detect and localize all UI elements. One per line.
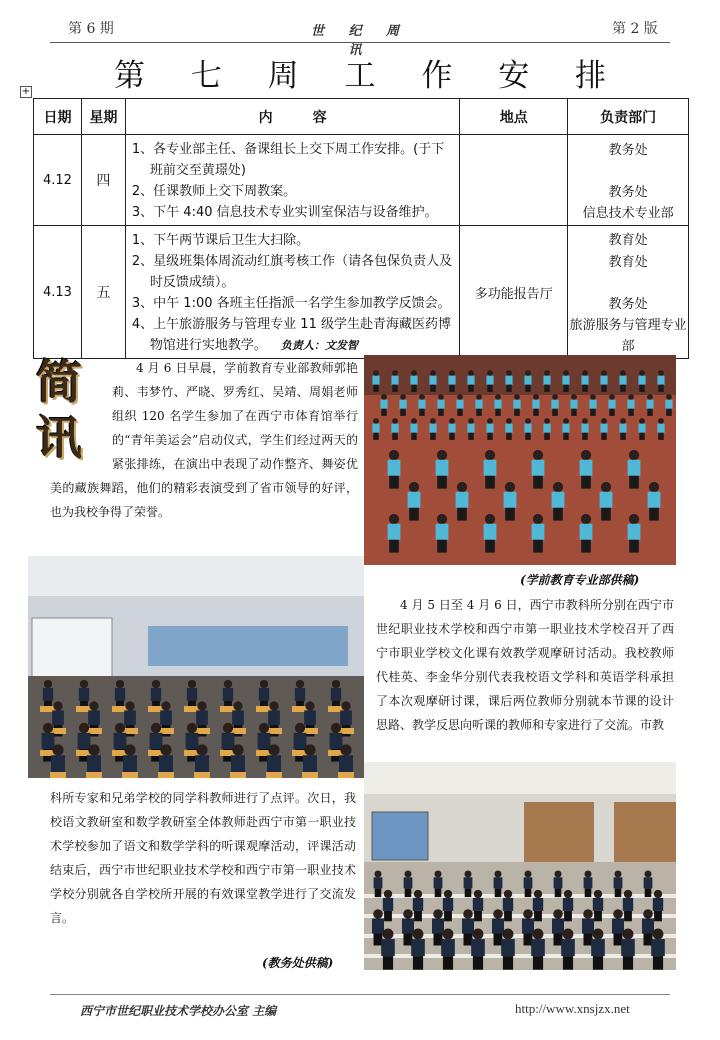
edition-number: 第 2 版 <box>612 21 658 37</box>
header-weekday: 星期 <box>81 99 125 135</box>
dance-photo-image <box>364 355 676 565</box>
header-location: 地点 <box>460 99 568 135</box>
footer-publisher: 西宁市世纪职业技术学校办公室 主编 <box>80 1004 277 1018</box>
news-body: 4 月 5 日至 4 月 6 日，西宁市教科所分别在西宁市世纪职业技术学校和西宁市第一职业技术学校召开了西宁市职业学校文化课有效教学观摩研讨活动。我校教师代桂英、李金华分别代表我校语文学科和英语学科承担了本次观摩研讨课，课后两位教师分别就本节课的设计思路、教学反思向听课的教师和专家进行了交流。市教 <box>376 598 674 732</box>
department-label: 旅游服务与管理专业部 <box>569 318 687 355</box>
page-title: 第 七 周 工 作 安 排 <box>113 58 625 94</box>
header-rule <box>50 42 670 43</box>
news-body: 科所专家和兄弟学校的同学科教师进行了点评。次日，我校语文教研室和数学教研室全体教师赴西宁市第一职业技术学校参加了语文和数学学科的听课观摩活动，评课活动结束后，西宁市世纪职业技术学校和西宁市第一职业技术学校分别就各自学校所开展的有效课堂教学进行了交流发言。 <box>50 791 356 925</box>
footer-website-link[interactable]: http://www.xnsjzx.net <box>515 1001 630 1016</box>
task-item: 4、上午旅游服务与管理专业 11 级学生赴青海藏医药博物馆进行实地教学。 负责人：文发智 <box>131 317 451 353</box>
task-item: 2、星级班集体周流动红旗考核工作（请各包保负责人及时反馈成绩）。 <box>131 254 453 290</box>
signature: 负责人：文发智 <box>280 339 358 352</box>
department-label: 教育处 <box>608 233 648 249</box>
header-department: 负责部门 <box>568 99 689 135</box>
news-1-credit: (学前教育专业部供稿) <box>520 573 640 587</box>
table-header-row <box>34 99 689 135</box>
department-label: 信息技术专业部 <box>582 206 674 222</box>
department-label: 教务处 <box>608 142 648 158</box>
header-content: 内容 <box>125 99 460 135</box>
task-item: 3、下午 4:40 信息技术专业实训室保洁与设备维护。 <box>131 205 438 220</box>
table-move-handle-icon[interactable]: + <box>21 86 31 97</box>
masthead: 世 纪 周 讯 <box>310 24 410 58</box>
department-gap <box>568 273 688 294</box>
issue-number: 第 6 期 <box>68 21 114 37</box>
lecture-hall-photo <box>364 762 676 970</box>
row-content <box>125 226 460 359</box>
department-label: 教务处 <box>608 296 648 312</box>
news-article-2 <box>376 593 674 737</box>
row-weekday: 四 <box>81 135 125 226</box>
row-weekday: 五 <box>81 226 125 359</box>
row-location <box>460 135 568 226</box>
row-content <box>125 135 460 226</box>
row-date: 4.12 <box>34 135 82 226</box>
row-departments <box>568 135 689 226</box>
table-row <box>34 135 689 226</box>
news-article-2-continued <box>50 786 356 930</box>
department-label: 教育处 <box>608 254 648 270</box>
dance-performance-photo <box>364 355 676 565</box>
task-item: 1、下午两节课后卫生大扫除。 <box>131 233 310 248</box>
task-item: 3、中午 1:00 各班主任指派一名学生参加教学反馈会。 <box>131 296 451 311</box>
classroom-lecture-photo <box>28 556 364 778</box>
department-gap <box>568 161 688 182</box>
classroom-photo-image <box>28 556 364 778</box>
header-date: 日期 <box>34 99 82 135</box>
news-2-credit: (教务处供稿) <box>262 956 334 970</box>
task-item: 1、各专业部主任、备课组长上交下周工作安排。(于下班前交至黄璟处) <box>131 142 445 178</box>
news-article-1 <box>50 356 358 524</box>
lecture-hall-photo-image <box>364 762 676 970</box>
footer-rule <box>50 994 670 995</box>
row-location: 多功能报告厅 <box>460 226 568 359</box>
table-row <box>34 226 689 359</box>
row-departments <box>568 226 689 359</box>
section-title: 简讯 <box>36 355 82 465</box>
heading-float-space <box>50 356 112 476</box>
schedule-table <box>33 98 689 359</box>
news-body: 4 月 6 日早晨，学前教育专业部教师郭艳莉、韦梦竹、严晓、罗秀红、吴靖、周娟老师组织 120 名学生参加了在西宁市体育馆举行的“青年美运会”启动仪式，学生们经过两天的紧张排练，在演出中表现了动作整齐、舞姿优美的藏族舞蹈，他们的精彩表演受到了省市领导的好评，也为我校争得了荣誉。 <box>50 361 358 519</box>
task-item: 2、任课教师上交下周教案。 <box>131 184 297 199</box>
department-label: 教务处 <box>608 184 648 200</box>
row-date: 4.13 <box>34 226 82 359</box>
